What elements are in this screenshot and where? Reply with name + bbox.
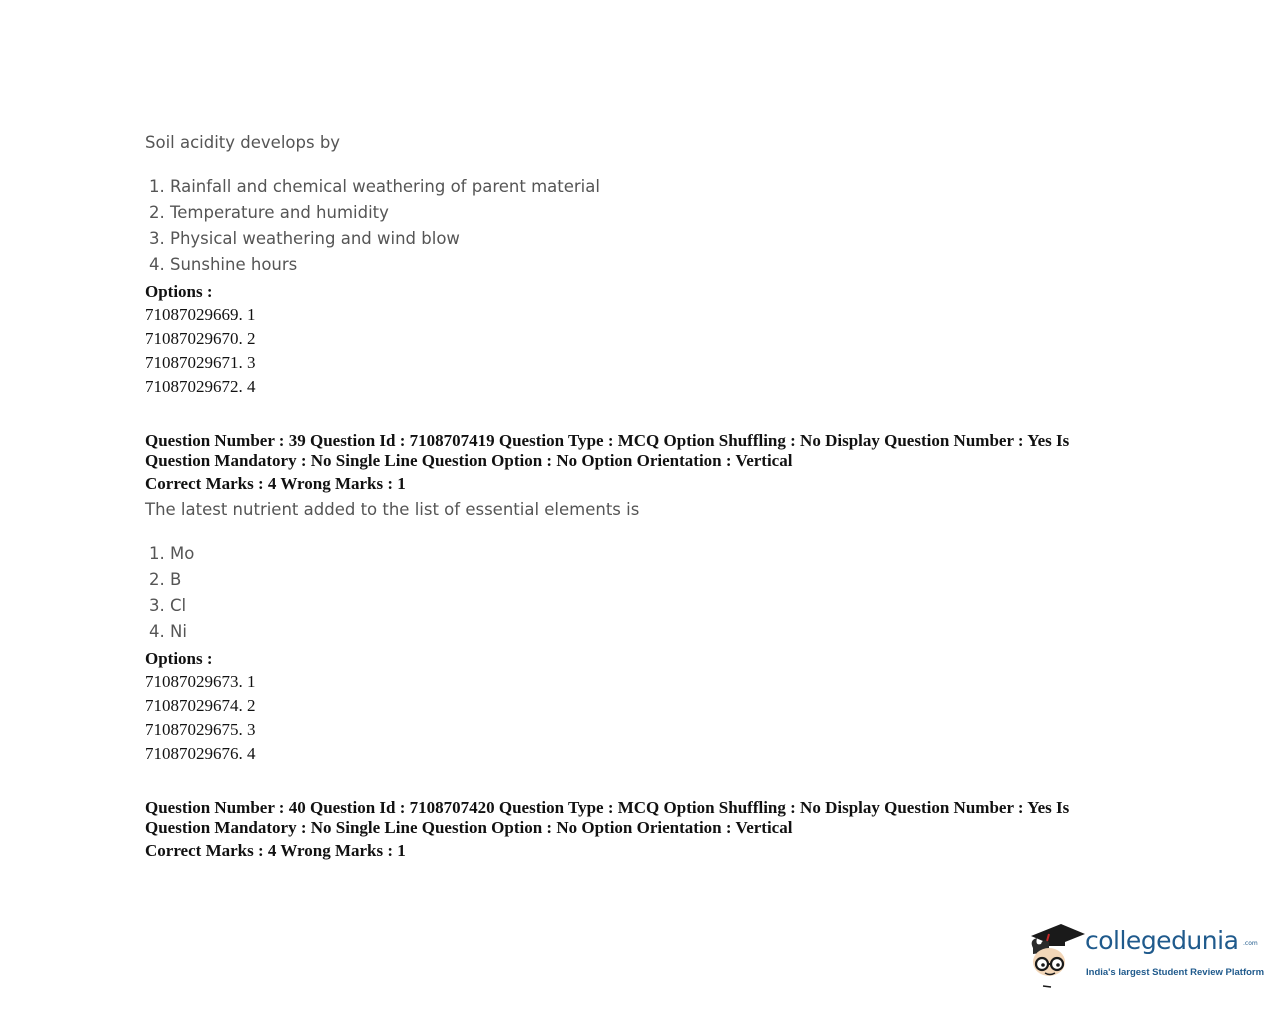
question-40-meta: Question Number : 40 Question Id : 7108707420 Question Type : MCQ Option Shuffling : No Display Question Number : Yes Is Question Mandatory : No Single Line Question Option : No Option Orientation : Vertical bbox=[145, 798, 1070, 837]
options-heading: Options : bbox=[145, 649, 213, 668]
question-39-meta: Question Number : 39 Question Id : 7108707419 Question Type : MCQ Option Shuffling : No Display Question Number : Yes Is Question Mandatory : No Single Line Question Option : No Option Orientation : Vertical bbox=[145, 431, 1070, 470]
option-item: 71087029670. 2 bbox=[145, 329, 256, 348]
choice-item: 3. Physical weathering and wind blow bbox=[149, 229, 460, 248]
choice-item: 1. Rainfall and chemical weathering of parent material bbox=[149, 177, 600, 196]
question-38-choices bbox=[149, 174, 600, 278]
mascot-icon bbox=[1025, 918, 1087, 990]
option-item: 71087029675. 3 bbox=[145, 720, 256, 739]
question-39-options bbox=[145, 670, 256, 766]
choice-item: 4. Sunshine hours bbox=[149, 255, 298, 274]
choice-item: 1. Mo bbox=[149, 544, 195, 563]
question-40-marks: Correct Marks : 4 Wrong Marks : 1 bbox=[145, 841, 406, 860]
option-item: 71087029674. 2 bbox=[145, 696, 256, 715]
question-39-stem: The latest nutrient added to the list of essential elements is bbox=[145, 500, 640, 519]
question-38-options bbox=[145, 303, 256, 399]
choice-item: 2. B bbox=[149, 570, 182, 589]
question-39-marks: Correct Marks : 4 Wrong Marks : 1 bbox=[145, 474, 406, 493]
brand-suffix: .com bbox=[1243, 940, 1258, 947]
choice-item: 2. Temperature and humidity bbox=[149, 203, 389, 222]
collegedunia-logo bbox=[1025, 918, 1265, 990]
option-item: 71087029672. 4 bbox=[145, 377, 256, 396]
choice-item: 4. Ni bbox=[149, 622, 187, 641]
option-item: 71087029671. 3 bbox=[145, 353, 256, 372]
brand-tagline: India's largest Student Review Platform bbox=[1086, 967, 1265, 978]
option-item: 71087029676. 4 bbox=[145, 744, 256, 763]
question-38-stem: Soil acidity develops by bbox=[145, 133, 341, 152]
options-heading: Options : bbox=[145, 282, 213, 301]
brand-name: collegedunia bbox=[1085, 926, 1239, 955]
choice-item: 3. Cl bbox=[149, 596, 187, 615]
option-item: 71087029673. 1 bbox=[145, 672, 256, 691]
option-item: 71087029669. 1 bbox=[145, 305, 256, 324]
question-39-choices bbox=[149, 541, 194, 645]
